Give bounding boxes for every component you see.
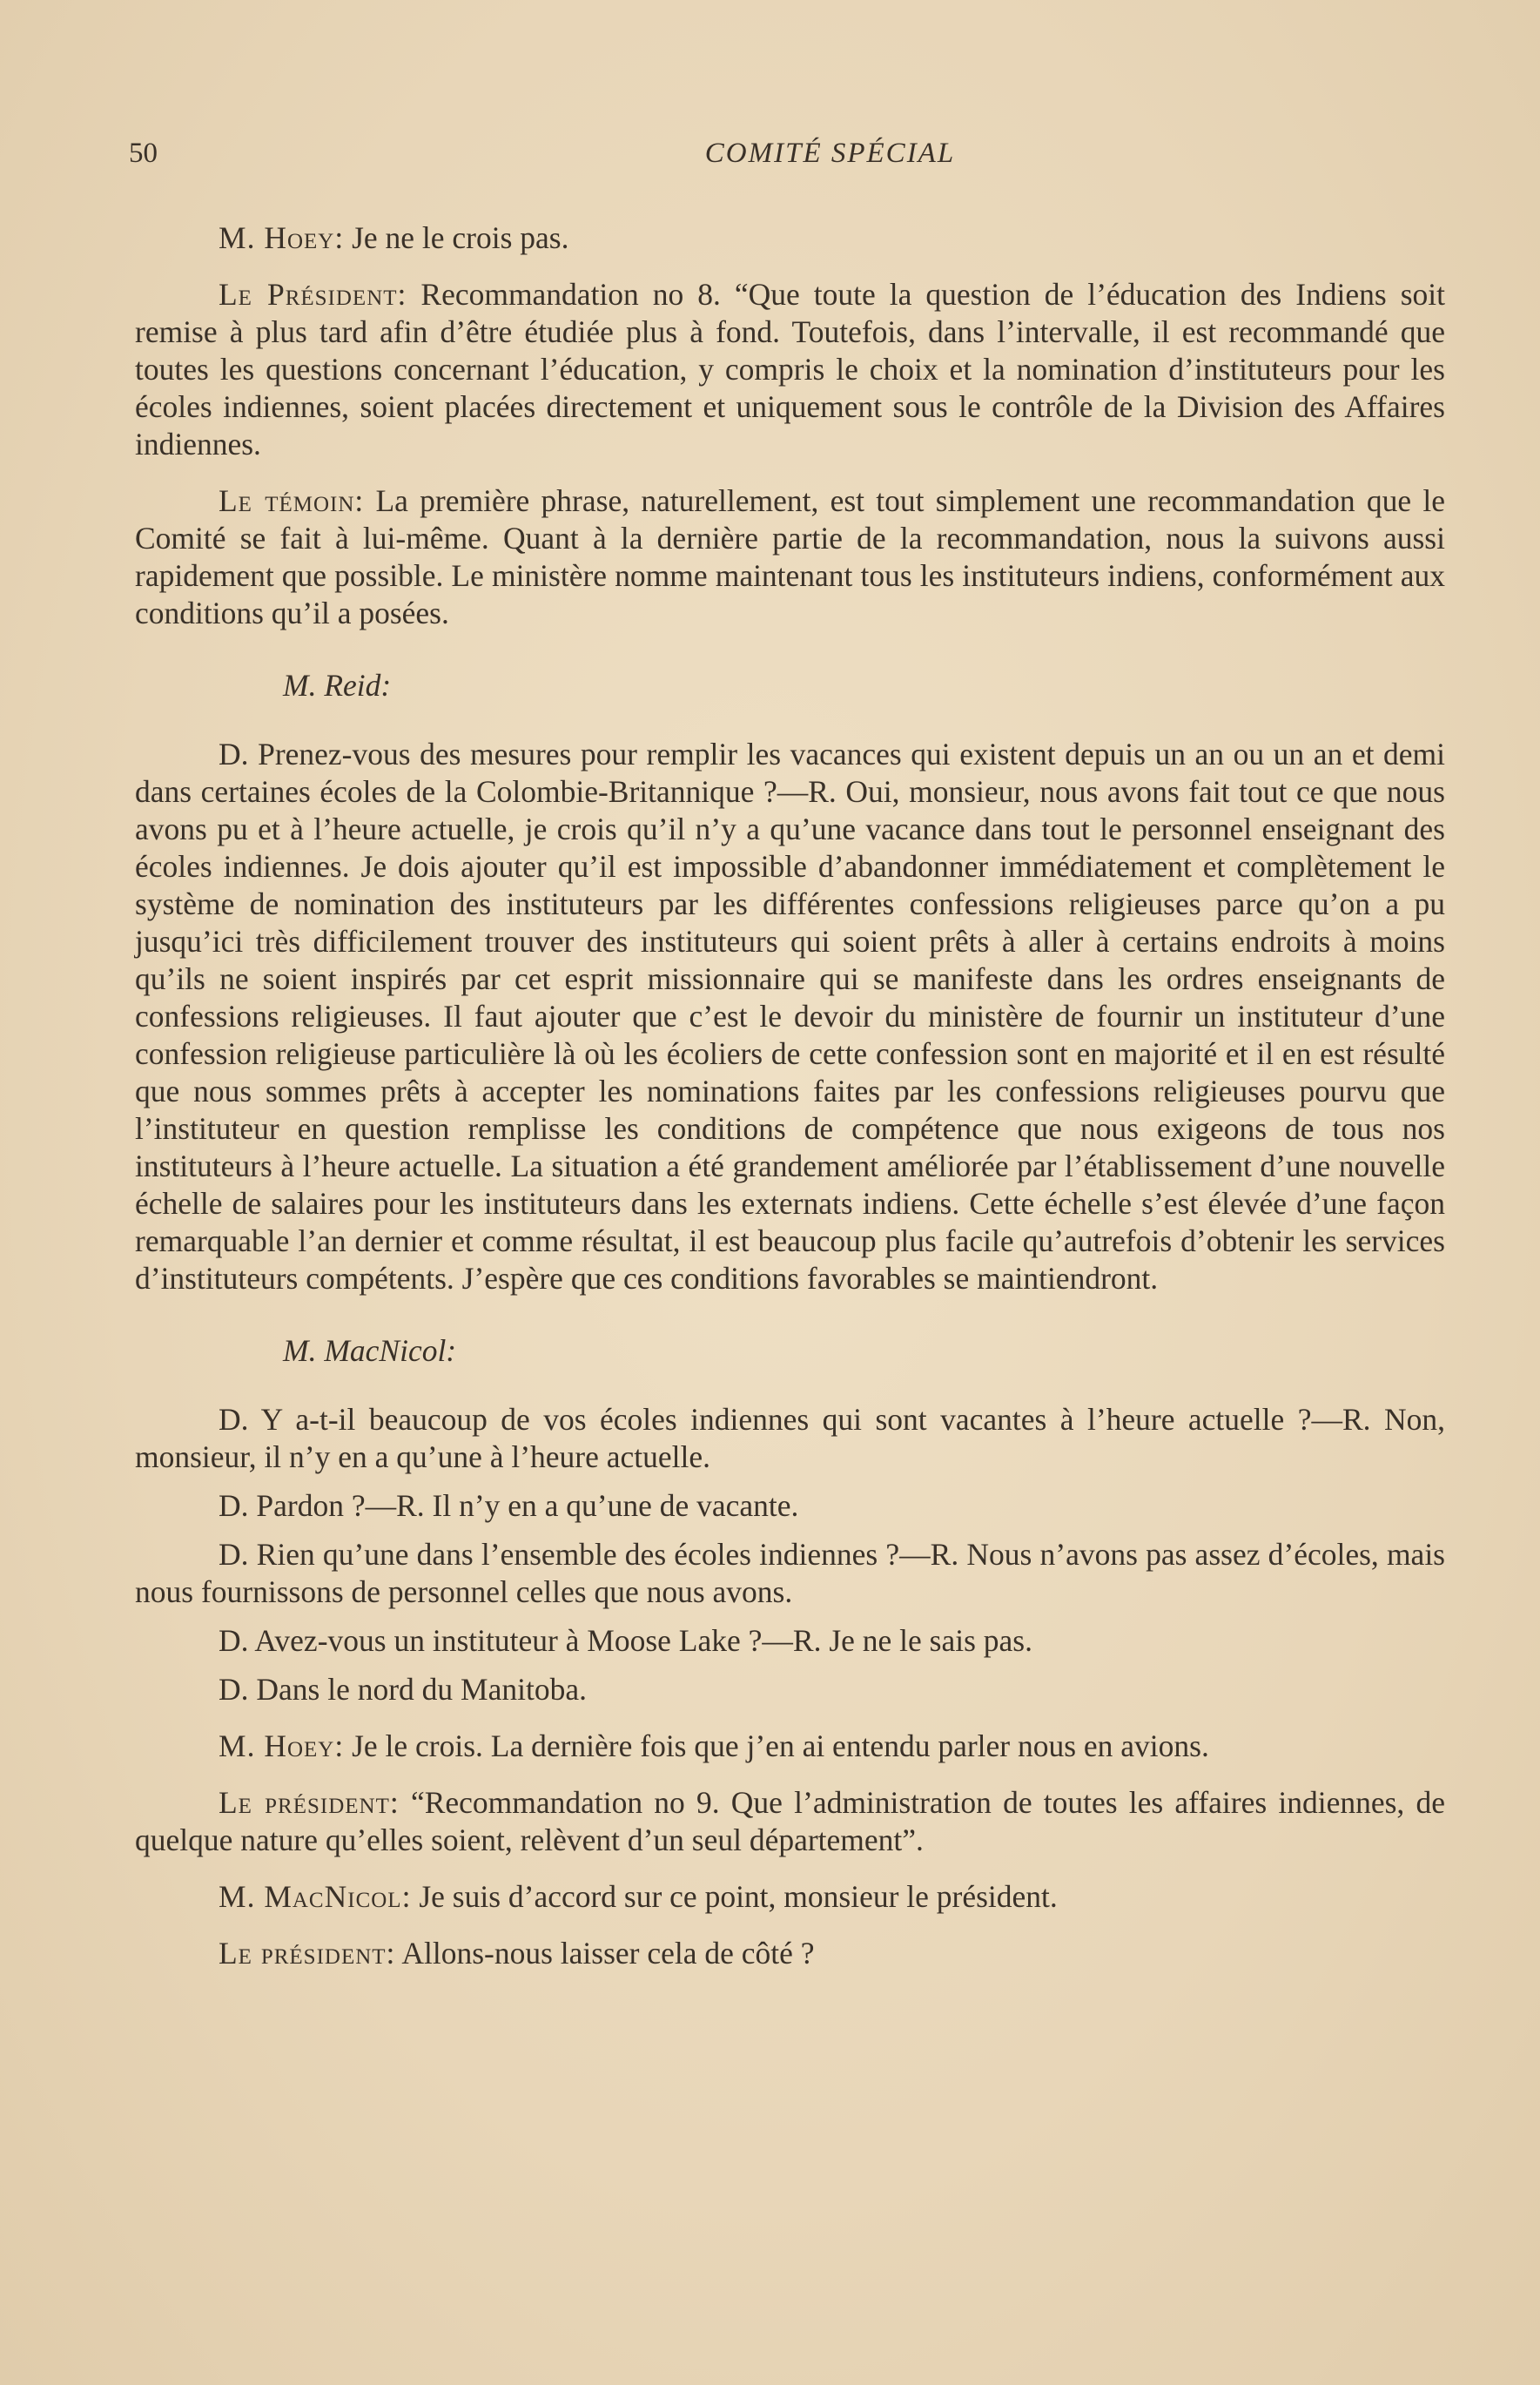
paragraph (135, 1622, 1445, 1660)
paragraph-text: Je le crois. La dernière fois que j’en ai entendu parler nous en avions. (344, 1728, 1209, 1763)
paragraph (135, 1487, 1445, 1525)
paragraph-text: D. Pardon ?—R. Il n’y en a qu’une de vacante. (219, 1488, 799, 1523)
paragraph (135, 219, 1445, 257)
paragraph (135, 276, 1445, 463)
speaker-label: M. MacNicol: (219, 1879, 412, 1914)
speaker-label: M. Hoey: (219, 1728, 345, 1763)
paragraph-text: Recommandation no 8. “Que toute la question de l’éducation des Indiens soit remise à plus tard afin d’être étudiée plus à fond. Toutefois, dans l’intervalle, il est recommandé que toutes les questions concernant l’éducation, y compris le choix et la nomination d’instituteurs pour les écoles indiennes, soient placées directement et uniquement sous le contrôle de la Division des Affaires indiennes. (135, 277, 1446, 462)
paragraph-text: D. Dans le nord du Manitoba. (219, 1672, 587, 1707)
paragraph-text: Allons-nous laisser cela de côté ? (395, 1936, 815, 1971)
page-number: 50 (129, 138, 158, 169)
paragraph (135, 1784, 1445, 1859)
paragraph-text: D. Prenez-vous des mesures pour remplir les vacances qui existent depuis un an ou un an et demi dans certaines écoles de la Colombie-Britannique ?—R. Oui, monsieur, nous avons fait tout ce que nous avons pu et à l’heure actuelle, je crois qu’il n’y a qu’une vacance dans tout le personnel enseignant des écoles indiennes. Je dois ajouter qu’il est impossible d’abandonner immédiatement et complètement le système de nomination des instituteurs par les différentes confessions religieuses parce qu’on a pu jusqu’ici très difficilement trouver des instituteurs qui soient prêts à aller à certains endroits à moins qu’ils ne soient inspirés par cet esprit missionnaire qui se manifeste dans les ordres enseignants de confessions religieuses. Il faut ajouter que c’est le devoir du ministère de fournir un instituteur d’une confession religieuse particulière là où les écoliers de cette confession sont en majorité et il en est résulté que nous sommes prêts à accepter les nominations faites par les confessions religieuses pourvu que l’instituteur en question remplisse les conditions de compétence que nous exigeons de tous nos instituteurs à l’heure actuelle. La situation a été grandement améliorée par l’établissement d’une nouvelle échelle de salaires pour les instituteurs dans les externats indiens. Cette échelle s’est élevée d’une façon remarquable l’an dernier et comme résultat, il est beaucoup plus facile qu’autrefois d’obtenir les services d’instituteurs compétents. J’espère que ces conditions favorables se maintiendront. (135, 737, 1445, 1296)
running-title: COMITÉ SPÉCIAL (704, 138, 956, 169)
paragraph-text: D. Rien qu’une dans l’ensemble des écoles indiennes ?—R. Nous n’avons pas assez d’écoles, mais nous fournissons de personnel celles que nous avons. (135, 1537, 1445, 1609)
section-heading-macnicol: M. MacNicol: (283, 1333, 457, 1368)
speaker-label: Le président: (219, 1785, 400, 1820)
paragraph (135, 1401, 1445, 1476)
paragraph-text: D. Y a-t-il beaucoup de vos écoles indiennes qui sont vacantes à l’heure actuelle ?—R. Non, monsieur, il n’y en a qu’une à l’heure actuelle. (135, 1402, 1445, 1474)
paragraph-text: Je suis d’accord sur ce point, monsieur le président. (411, 1879, 1058, 1914)
speaker-label: M. Hoey: (219, 220, 345, 255)
paragraph (135, 1536, 1445, 1611)
page-header (129, 138, 1427, 172)
speaker-label: Le Président: (219, 277, 407, 312)
paragraph (135, 1728, 1445, 1765)
document-body (135, 219, 1445, 1991)
paragraph-text: La première phrase, naturellement, est tout simplement une recommandation que le Comité se fait à lui-même. Quant à la dernière partie de la recommandation, nous la suivons aussi rapidement que possible. Le ministère nomme maintenant tous les instituteurs indiens, conformément aux conditions qu’il a posées. (135, 483, 1445, 630)
speaker-label: Le témoin: (219, 483, 365, 518)
paragraph-text: “Recommandation no 9. Que l’administration de toutes les affaires indiennes, de quelque nature qu’elles soient, relèvent d’un seul département”. (135, 1785, 1445, 1857)
speaker-label: Le président: (219, 1936, 396, 1971)
paragraph (135, 1935, 1445, 1972)
paragraph (135, 1878, 1445, 1916)
paragraph (135, 1671, 1445, 1708)
section-heading-reid: M. Reid: (283, 668, 392, 703)
paragraph (135, 736, 1445, 1297)
paragraph (135, 482, 1445, 632)
paragraph-text: Je ne le crois pas. (344, 220, 569, 255)
paragraph-text: D. Avez-vous un instituteur à Moose Lake ?—R. Je ne le sais pas. (219, 1623, 1032, 1658)
